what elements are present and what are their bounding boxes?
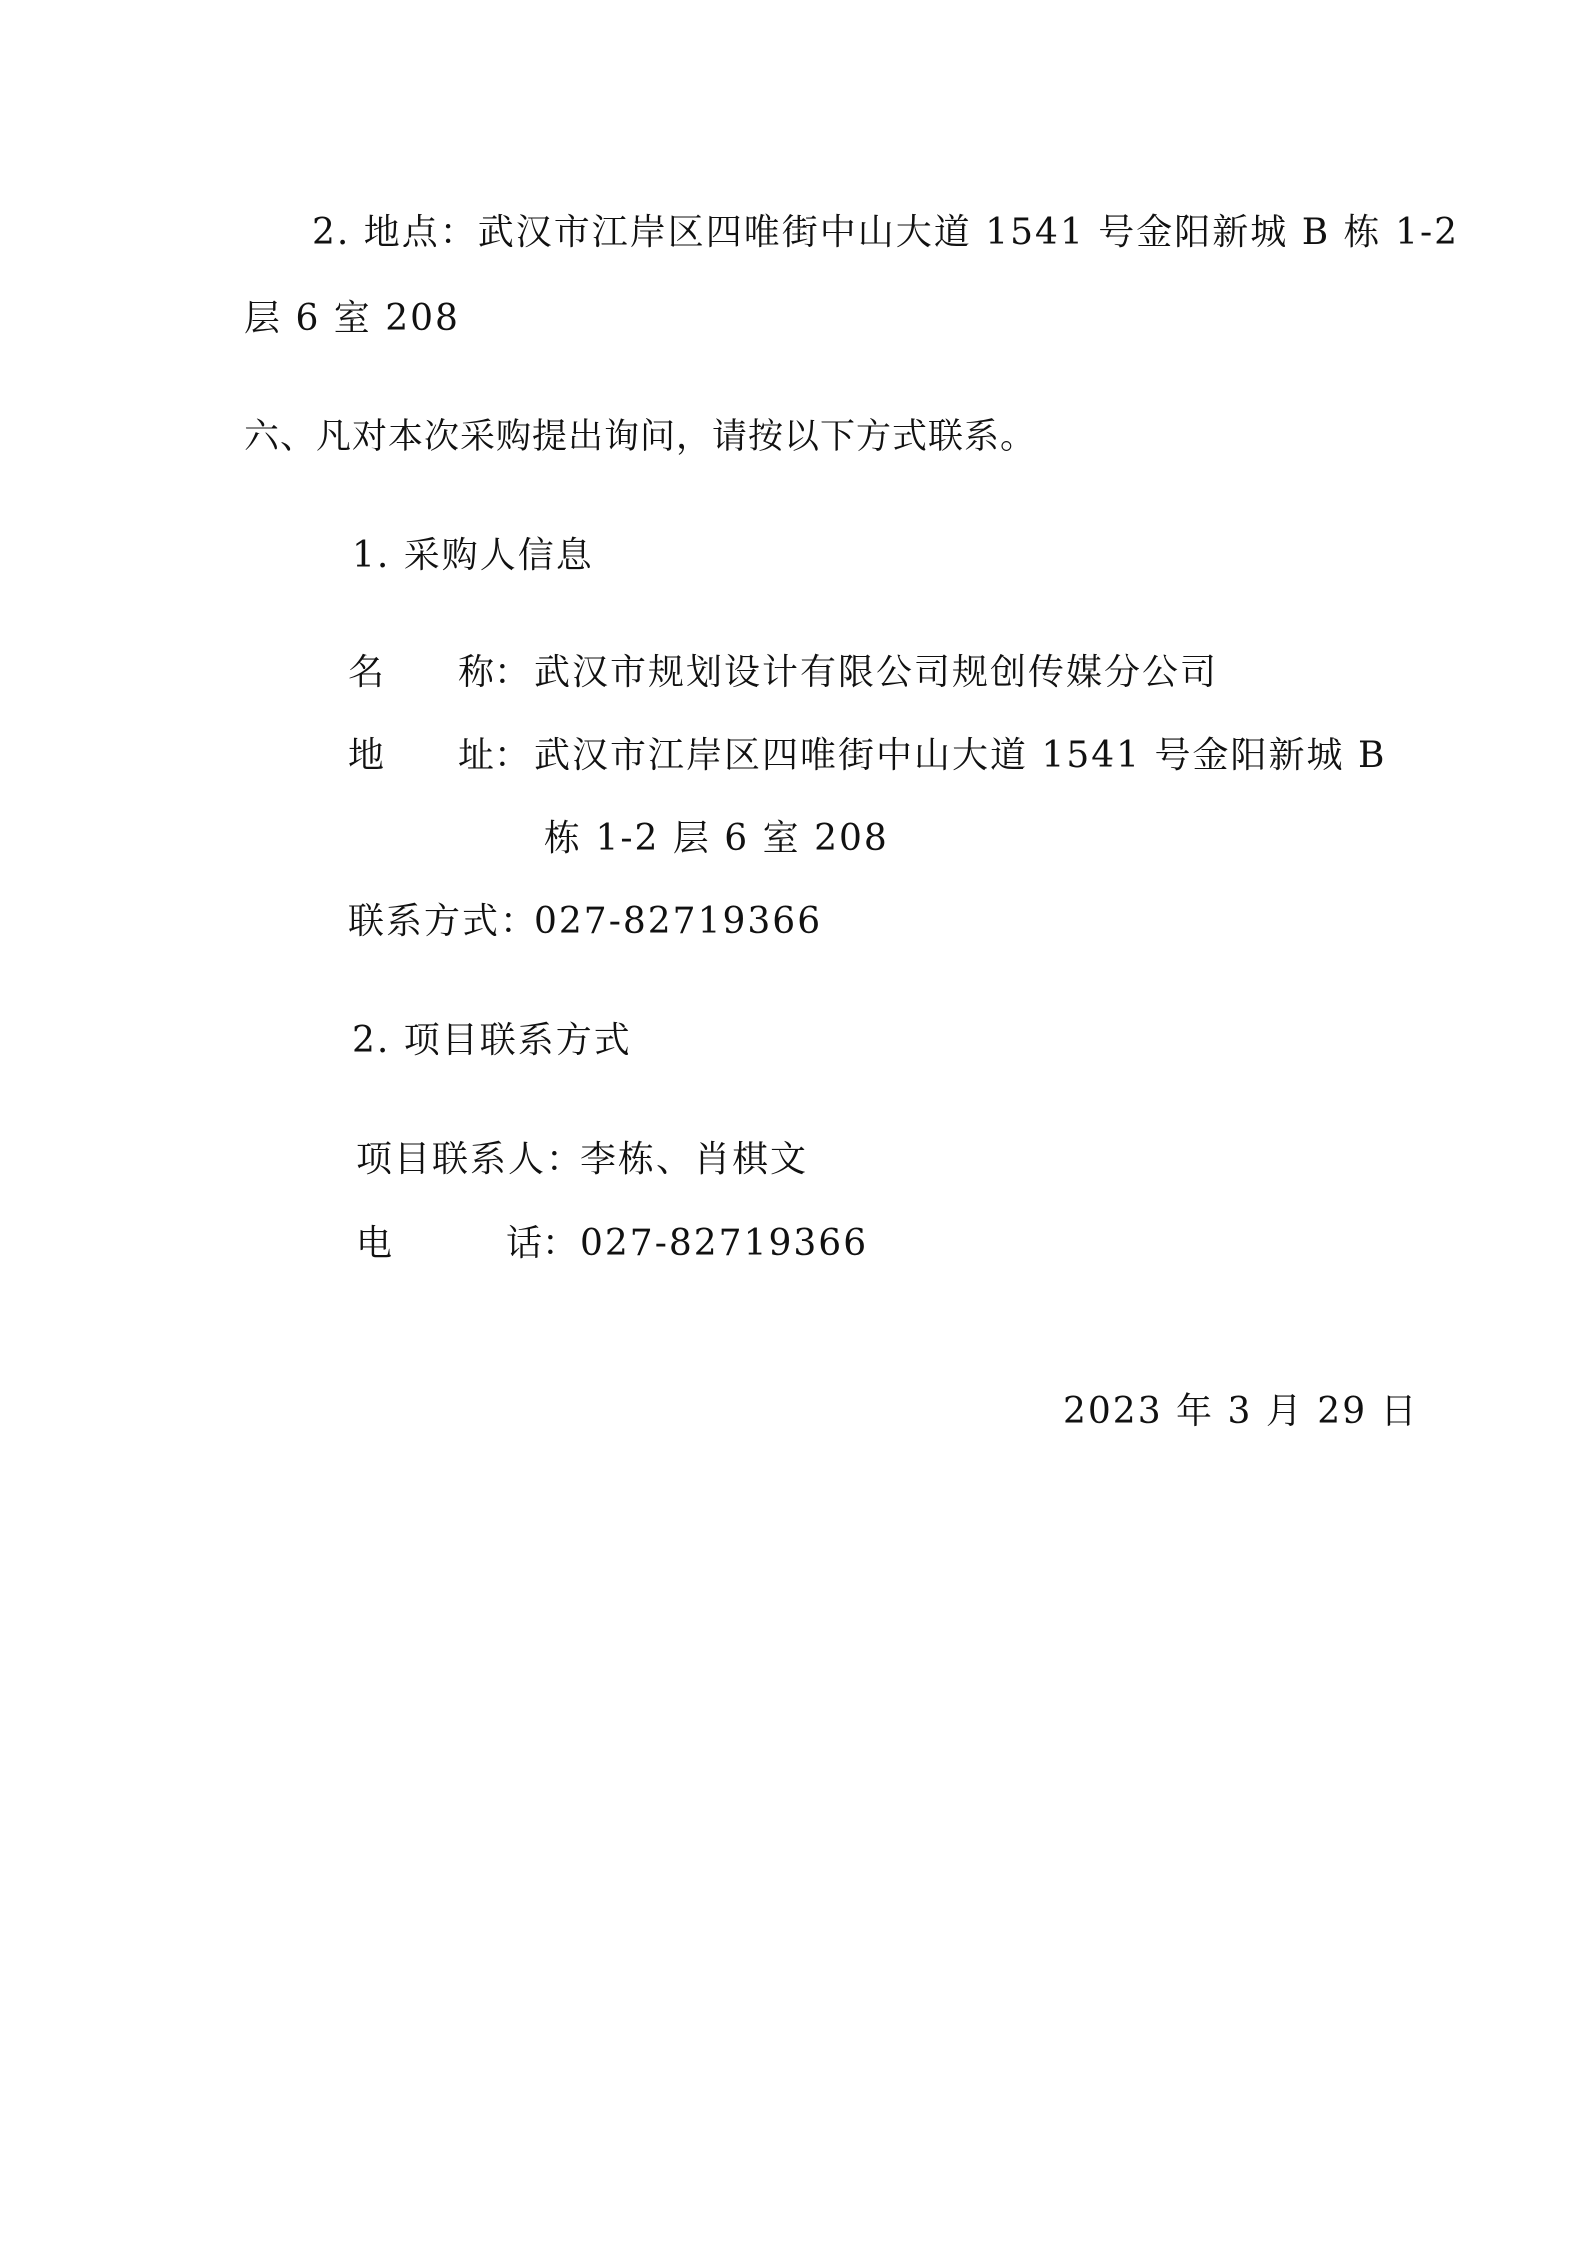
purchaser-address-line-2: 栋 1-2 层 6 室 208	[544, 818, 889, 859]
phone-label-1: 电	[356, 1223, 393, 1264]
project-person-value: 李栋、肖棋文	[580, 1139, 809, 1180]
location-line-2: 层 6 室 208	[244, 298, 460, 339]
project-contact-title: 2. 项目联系方式	[352, 1020, 632, 1061]
project-person-label: 项目联系人：	[356, 1139, 585, 1180]
purchaser-name: 武汉市规划设计有限公司规创传媒分公司	[534, 652, 1219, 693]
purchaser-address-line-1: 武汉市江岸区四唯街中山大道 1541 号金阳新城 B	[534, 735, 1387, 776]
name-label-1: 名	[348, 652, 385, 693]
address-label-2: 址：	[458, 735, 531, 776]
address-label-1: 地	[348, 735, 385, 776]
name-label-2: 称：	[458, 652, 531, 693]
contact-label: 联系方式：	[348, 901, 539, 942]
contact-value: 027-82719366	[534, 901, 823, 942]
document-date: 2023 年 3 月 29 日	[1063, 1391, 1419, 1432]
purchaser-title: 1. 采购人信息	[352, 535, 594, 576]
section-heading: 六、凡对本次采购提出询问，请按以下方式联系。	[244, 417, 1037, 457]
phone-label-2: 话：	[506, 1223, 579, 1264]
phone-value: 027-82719366	[580, 1223, 869, 1264]
location-line-1: 2. 地点：武汉市江岸区四唯街中山大道 1541 号金阳新城 B 栋 1-2	[312, 212, 1460, 253]
